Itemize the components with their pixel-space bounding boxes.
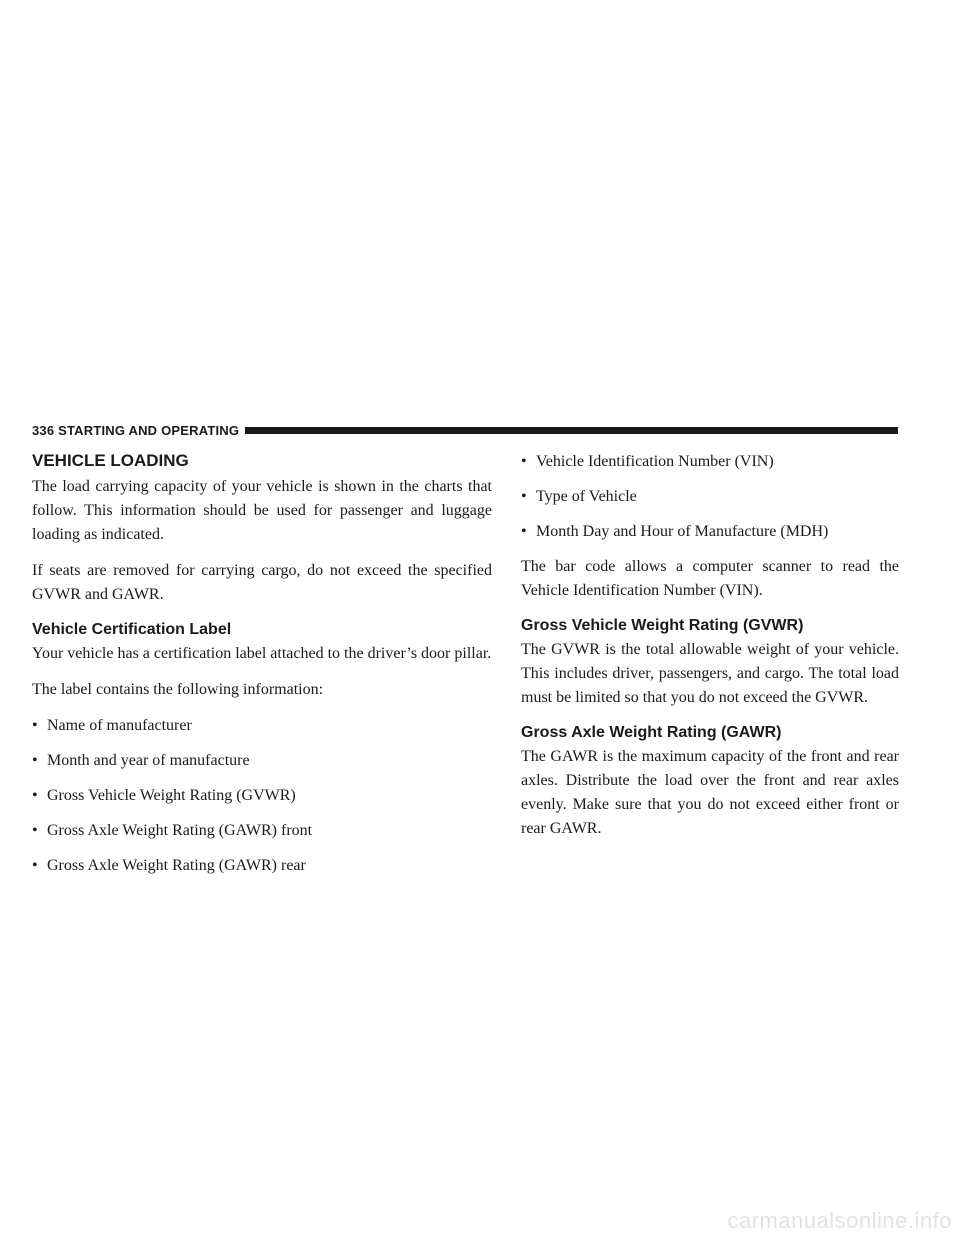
- list-item-text: Gross Vehicle Weight Rating (GVWR): [47, 787, 296, 804]
- list-item: [521, 520, 899, 544]
- list-item-text: Gross Axle Weight Rating (GAWR) rear: [47, 857, 306, 874]
- heading-gvwr: Gross Vehicle Weight Rating (GVWR): [521, 617, 804, 634]
- intro-paragraph-2: If seats are removed for carrying cargo, do not exceed the specified GVWR and GAWR.: [32, 562, 492, 603]
- list-item: [521, 485, 899, 509]
- gawr-paragraph: The GAWR is the maximum capacity of the front and rear axles. Distribute the load over the front and rear axles evenly. Make sure that you do not exceed either front or rear GAWR.: [521, 748, 899, 837]
- bullet-icon: •: [32, 857, 38, 874]
- barcode-paragraph: The bar code allows a computer scanner to read the Vehicle Identification Number (VIN).: [521, 558, 899, 599]
- cert-paragraph-2: The label contains the following information:: [32, 681, 324, 698]
- cert-paragraph-1: Your vehicle has a certification label attached to the driver’s door pillar.: [32, 645, 492, 662]
- bullet-icon: •: [32, 752, 38, 769]
- bullet-icon: •: [521, 488, 527, 505]
- section-title-vehicle-loading: VEHICLE LOADING: [32, 451, 189, 470]
- heading-vehicle-certification-label: Vehicle Certification Label: [32, 621, 232, 638]
- bullet-icon: •: [32, 822, 38, 839]
- list-item-text: Month Day and Hour of Manufacture (MDH): [536, 523, 829, 540]
- page-number-section-label: 336 STARTING AND OPERATING: [32, 422, 240, 438]
- gvwr-paragraph: The GVWR is the total allowable weight of your vehicle. This includes driver, passengers, and cargo. The total load must be limited so that you do not exceed the GVWR.: [521, 641, 899, 706]
- list-item-text: Gross Axle Weight Rating (GAWR) front: [47, 822, 313, 839]
- heading-gawr: Gross Axle Weight Rating (GAWR): [521, 724, 782, 741]
- list-item-text: Name of manufacturer: [47, 717, 192, 734]
- bullet-icon: •: [521, 453, 527, 470]
- left-column: [32, 450, 492, 889]
- list-item: [32, 784, 492, 808]
- list-item: [521, 450, 899, 474]
- list-item: [32, 714, 492, 738]
- bullet-icon: •: [32, 717, 38, 734]
- label-info-list: [32, 714, 492, 878]
- list-item-text: Month and year of manufacture: [47, 752, 250, 769]
- page-header: [32, 420, 898, 440]
- watermark: carmanualsonline.info: [727, 1208, 952, 1233]
- list-item: [32, 819, 492, 843]
- list-item-text: Vehicle Identification Number (VIN): [536, 453, 774, 470]
- list-item: [32, 749, 492, 773]
- bullet-icon: •: [32, 787, 38, 804]
- list-item-text: Type of Vehicle: [536, 488, 637, 505]
- list-item: [32, 854, 492, 878]
- label-info-list-continued: [521, 450, 899, 544]
- right-column: [521, 450, 899, 853]
- bullet-icon: •: [521, 523, 527, 540]
- intro-paragraph-1: The load carrying capacity of your vehicle is shown in the charts that follow. This information should be used for passenger and luggage loading as indicated.: [32, 478, 492, 543]
- header-rule: [245, 427, 898, 434]
